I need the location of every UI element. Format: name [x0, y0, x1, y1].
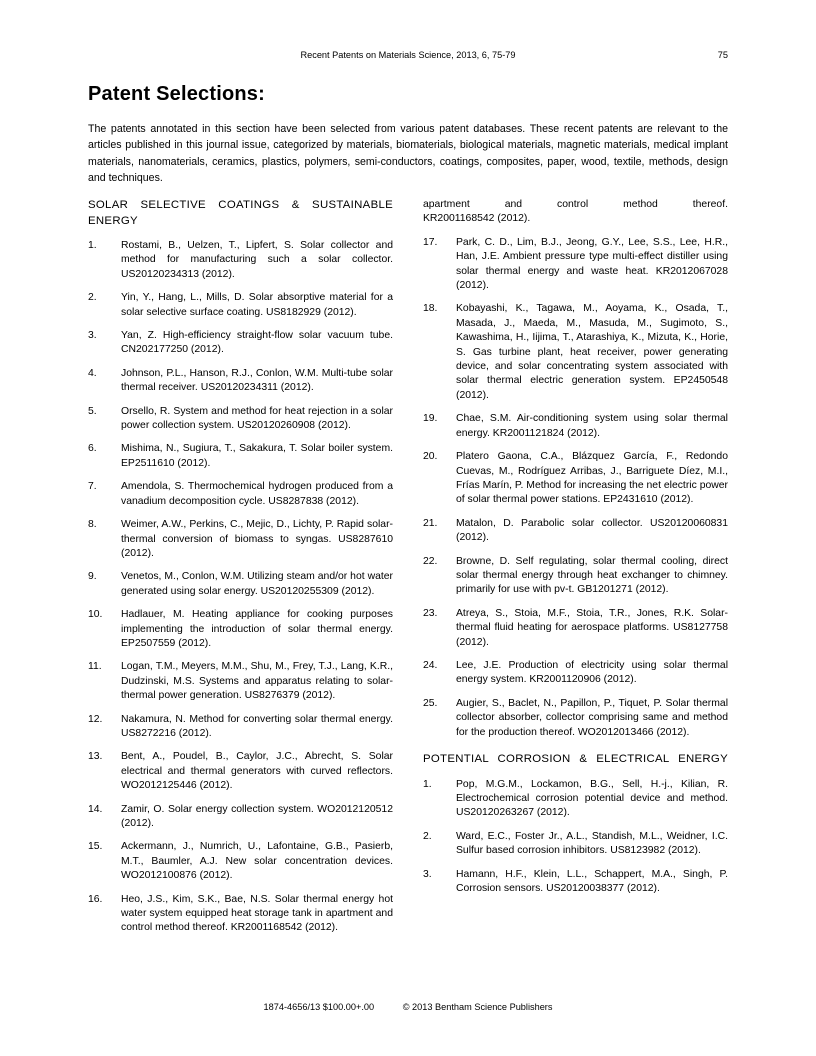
intro-paragraph: The patents annotated in this section have been selected from various patent databases. These recent patents are relevant to the articles published in this journal issue, categorized by materials, biomaterials, biological materials, magnetic materials, medical implant materials, nanomaterials, ceramics, plastics, polymers, semi-conductors, coatings, composites, paper, wood, textile, methods, design and techniques.	[88, 122, 728, 185]
list-item	[423, 697, 728, 740]
list-item	[88, 713, 393, 742]
item-text: Hadlauer, M. Heating appliance for cooking purposes implementing the introduction of solar thermal energy. EP2507559 (2012).	[121, 609, 393, 649]
list-item	[88, 803, 393, 832]
list-item	[88, 608, 393, 651]
item-text: Hamann, H.F., Klein, L.L., Schappert, M.A., Singh, P. Corrosion sensors. US20120038377 (2012).	[456, 868, 728, 894]
item-text: Park, C. D., Lim, B.J., Jeong, G.Y., Lee, S.S., Lee, H.R., Han, J.E. Ambient pressure type multi-effect distiller using solar thermal energy and waste heat. KR2012067028 (2012).	[456, 236, 728, 292]
list-item	[88, 893, 393, 936]
item-text: Ackermann, J., Numrich, U., Lafontaine, G.B., Pasierb, M.T., Baumler, A.J. New solar concentration devices. WO2012100876 (2012).	[121, 841, 393, 882]
two-column-body	[88, 198, 728, 978]
list-item	[423, 302, 728, 403]
item-number: 18.	[423, 303, 438, 315]
item-text: Chae, S.M. Air-conditioning system using solar thermal energy. KR2001121824 (2012).	[456, 413, 728, 439]
list-item	[423, 236, 728, 294]
item-text: Kobayashi, K., Tagawa, M., Aoyama, K., Osada, T., Masada, J., Maeda, M., Masuda, M., Sugimoto, S., Kawashima, H., Iijima, T., Atarashiya, K., Mizuta, K., Horie, S. Gas turbine plant, heat receiver, power generating device, and solar concentrating system associated with solar thermal electric generation system. EP2450548 (2012).	[456, 303, 728, 401]
list-item	[423, 412, 728, 441]
footer-issn-price: 1874-4656/13 $100.00+.00	[263, 1002, 375, 1012]
list-item	[423, 778, 728, 821]
item-number: 1.	[423, 778, 432, 790]
item-number: 4.	[88, 367, 97, 379]
item-number: 22.	[423, 555, 438, 567]
item-number: 1.	[88, 240, 97, 251]
item-text: Yin, Y., Hang, L., Mills, D. Solar absorptive material for a solar selective surface coating. US8182929 (2012).	[121, 292, 393, 318]
list-item	[88, 291, 393, 320]
item-text: Amendola, S. Thermochemical hydrogen produced from a vanadium decomposition cycle. US8287838 (2012).	[121, 481, 393, 507]
item-text: Ward, E.C., Foster Jr., A.L., Standish, M.L., Weidner, I.C. Sulfur based corrosion inhibitors. US8123982 (2012).	[456, 830, 728, 857]
page-number: 75	[717, 50, 728, 60]
patent-list-corrosion	[423, 778, 728, 897]
item-text: Browne, D. Self regulating, solar thermal cooling, direct solar thermal energy through heat exchanger to chimney. primarily for use with pv-t. GB1201271 (2012).	[456, 555, 728, 596]
item-number: 25.	[423, 697, 438, 709]
list-item	[423, 555, 728, 598]
page-footer	[88, 1002, 728, 1012]
list-item	[423, 517, 728, 546]
item-text: Heo, J.S., Kim, S.K., Bae, N.S. Solar thermal energy hot water system equipped heat storage tank in apartment and control method thereof. KR2001168542 (2012).	[121, 893, 393, 934]
item-text: Pop, M.G.M., Lockamon, B.G., Sell, H.-j., Kilian, R. Electrochemical corrosion potential device and method. US20120263267 (2012).	[456, 778, 728, 819]
item-text: Venetos, M., Conlon, W.M. Utilizing steam and/or hot water generated using solar energy. US20120255309 (2012).	[121, 571, 393, 597]
item-number: 7.	[88, 481, 97, 493]
item-number: 12.	[88, 713, 103, 725]
item-text: Zamir, O. Solar energy collection system. WO2012120512 (2012).	[121, 803, 393, 829]
item-number: 20.	[423, 451, 438, 463]
item-number: 19.	[423, 413, 438, 425]
list-item	[88, 840, 393, 883]
item-number: 3.	[88, 330, 97, 342]
page-title: Patent Selections:	[88, 83, 265, 106]
item-text: Platero Gaona, C.A., Blázquez García, F., Redondo Cuevas, M., Rodríguez Arribas, J., Barriguete Díez, M.I., Frías Marín, P. Method for increasing the net electric power of solar thermal power stations. EP2431610 (2012).	[456, 451, 728, 506]
footer-copyright: © 2013 Bentham Science Publishers	[402, 1002, 553, 1012]
left-column	[88, 198, 393, 945]
list-item	[88, 480, 393, 509]
patent-list-solar-part1	[88, 239, 393, 936]
item-number: 9.	[88, 571, 97, 583]
item-text: Bent, A., Poudel, B., Caylor, J.C., Abrecht, S. Solar electrical and thermal generators with curved reflectors. WO2012125446 (2012).	[121, 751, 393, 792]
patent-list-solar-part2	[423, 198, 728, 740]
item-text: Rostami, B., Uelzen, T., Lipfert, S. Solar collector and method for manufacturing such a solar collector. US20120234313 (2012).	[121, 240, 393, 280]
item-number: 3.	[423, 868, 432, 880]
journal-citation: Recent Patents on Materials Science, 2013, 6, 75-79	[300, 50, 516, 60]
list-item	[423, 198, 728, 227]
list-item	[88, 239, 393, 282]
item-number: 23.	[423, 607, 438, 619]
item-text: Yan, Z. High-efficiency straight-flow solar vacuum tube. CN202177250 (2012).	[121, 330, 393, 356]
list-item	[88, 660, 393, 703]
list-item	[423, 450, 728, 508]
list-item	[88, 442, 393, 471]
item-number: 11.	[88, 661, 102, 673]
item-number: 24.	[423, 659, 438, 671]
list-item	[88, 570, 393, 599]
section-heading-solar: SOLAR SELECTIVE COATINGS & SUSTAINABLE ENERGY	[88, 199, 393, 227]
list-item	[88, 750, 393, 793]
item-text-continuation: apartment and control method thereof. KR2001168542 (2012).	[423, 199, 728, 225]
item-text: Mishima, N., Sugiura, T., Sakakura, T. Solar boiler system. EP2511610 (2012).	[121, 443, 393, 469]
item-text: Orsello, R. System and method for heat rejection in a solar power collection system. US20120260908 (2012).	[121, 405, 393, 432]
list-item	[423, 868, 728, 897]
item-number: 15.	[88, 841, 103, 853]
item-text: Weimer, A.W., Perkins, C., Mejic, D., Lichty, P. Rapid solar-thermal conversion of biomass to syngas. US8287610 (2012).	[121, 519, 393, 559]
item-number: 16.	[88, 893, 103, 905]
item-text: Logan, T.M., Meyers, M.M., Shu, M., Frey, T.J., Lang, K.R., Dudzinski, M.S. Systems and apparatus relating to solar-thermal power generation. US8276379 (2012).	[121, 661, 393, 702]
item-number: 6.	[88, 443, 97, 455]
list-item	[423, 659, 728, 688]
item-number: 21.	[423, 517, 438, 529]
list-item	[88, 329, 393, 358]
item-text: Nakamura, N. Method for converting solar thermal energy. US8272216 (2012).	[121, 713, 393, 739]
item-number: 10.	[88, 609, 103, 621]
list-item	[423, 607, 728, 650]
item-number: 2.	[423, 830, 432, 842]
section-heading-corrosion: POTENTIAL CORROSION & ELECTRICAL ENERGY	[423, 753, 728, 765]
item-text: Johnson, P.L., Hanson, R.J., Conlon, W.M. Multi-tube solar thermal receiver. US20120234311 (2012).	[121, 367, 393, 394]
item-number: 2.	[88, 292, 97, 304]
item-number: 17.	[423, 236, 438, 248]
item-number: 8.	[88, 519, 97, 531]
item-text: Atreya, S., Stoia, M.F., Stoia, T.R., Jones, R.K. Solar-thermal fluid heating for aerospace platforms. US8127758 (2012).	[456, 607, 728, 648]
item-text: Augier, S., Baclet, N., Papillon, P., Tiquet, P. Solar thermal collector absorber, collector comprising same and method for the production thereof. WO2012013466 (2012).	[456, 697, 728, 738]
item-number: 13.	[88, 751, 103, 763]
item-text: Lee, J.E. Production of electricity using solar thermal energy system. KR2001120906 (2012).	[456, 659, 728, 686]
list-item	[423, 830, 728, 859]
item-text: Matalon, D. Parabolic solar collector. US20120060831 (2012).	[456, 517, 728, 544]
item-number: 5.	[88, 405, 97, 417]
list-item	[88, 367, 393, 396]
list-item	[88, 405, 393, 434]
item-number: 14.	[88, 803, 103, 815]
right-column	[423, 198, 728, 905]
list-item	[88, 518, 393, 561]
